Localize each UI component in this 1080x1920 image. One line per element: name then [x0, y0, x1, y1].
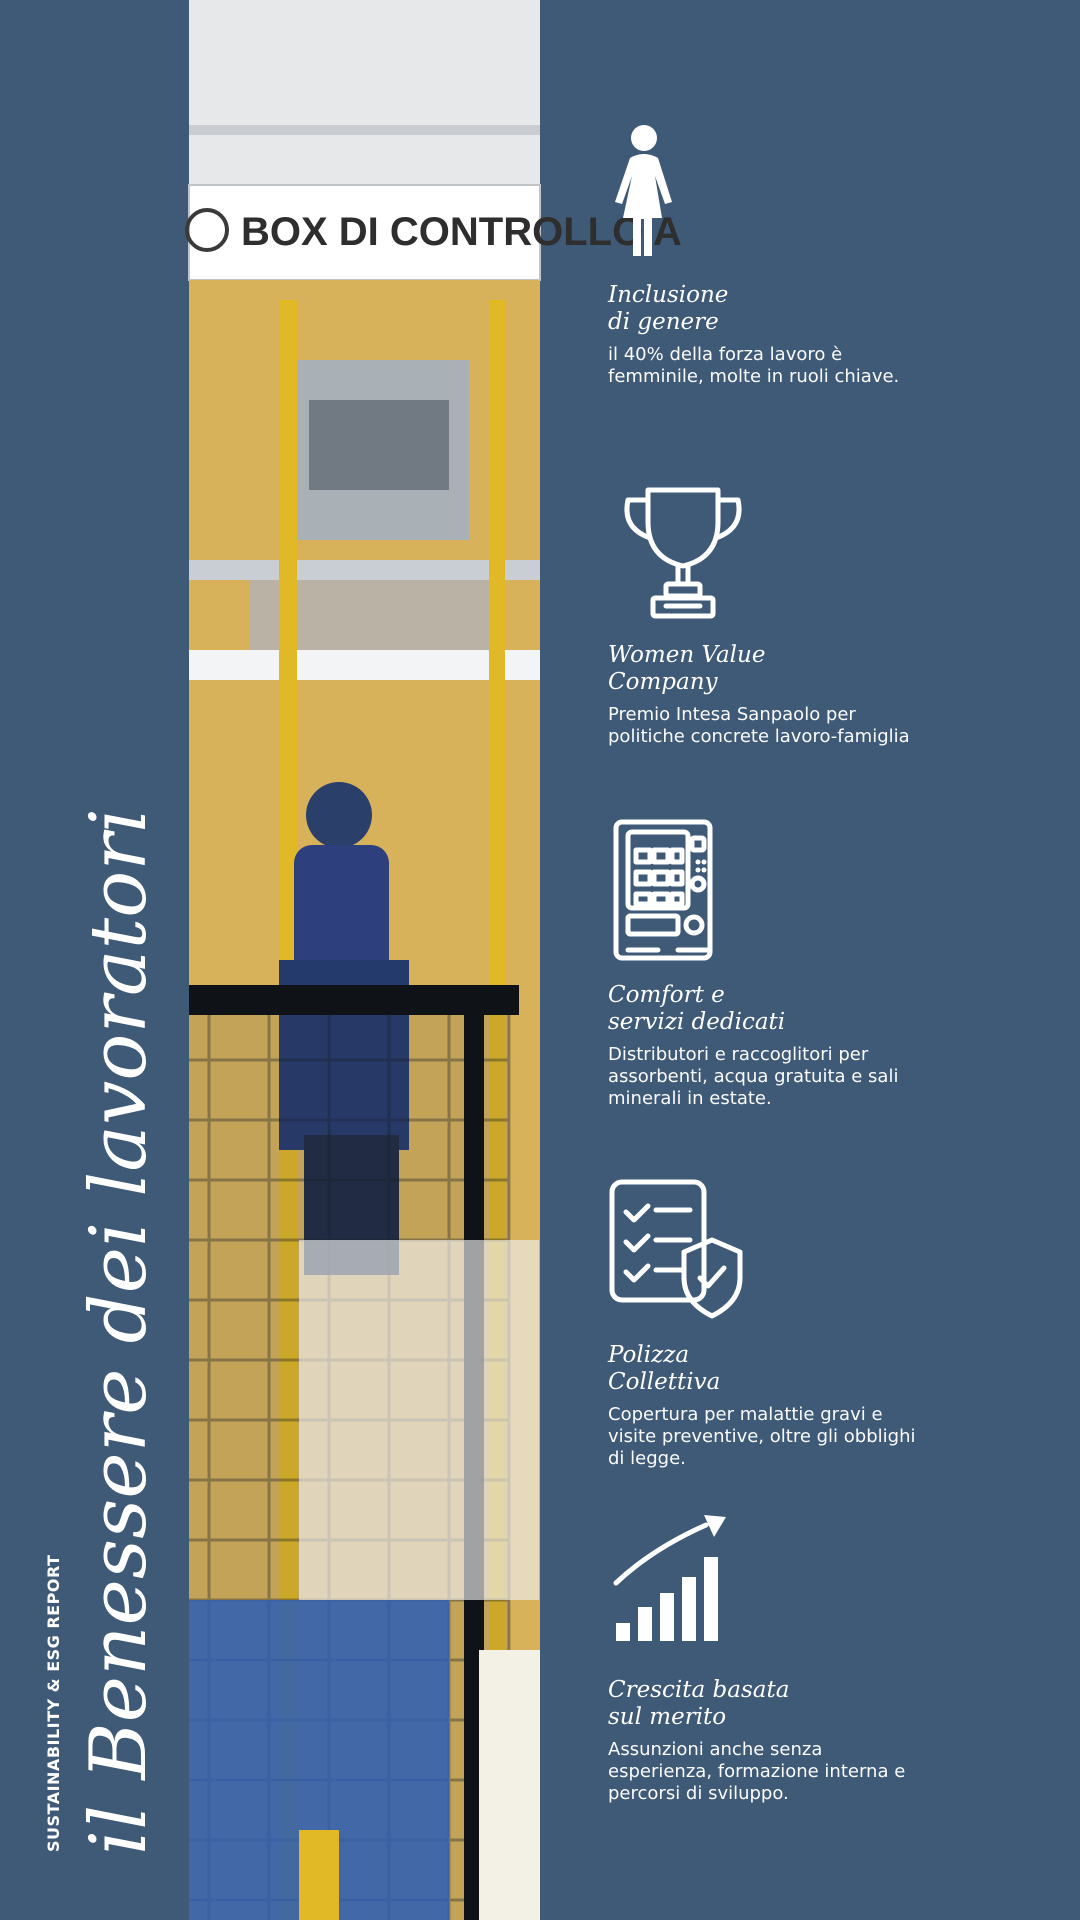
feature-desc: Assunzioni anche senza esperienza, formazione interna e percorsi di sviluppo.: [608, 1739, 906, 1805]
woman-icon: [608, 120, 748, 260]
feature-desc: il 40% della forza lavoro è femminile, molte in ruoli chiave.: [608, 344, 900, 388]
feature-desc: Copertura per malattie gravi e visite preventive, oltre gli obblighi di legge.: [608, 1404, 916, 1470]
feature-title: Polizza Collettiva: [608, 1342, 721, 1396]
feature-desc: Distributori e raccoglitori per assorbenti, acqua gratuita e sali minerali in estate.: [608, 1044, 899, 1110]
feature-title: Women Value Company: [608, 642, 766, 696]
feature-inclusione: [608, 120, 968, 388]
feature-desc: Premio Intesa Sanpaolo per politiche concrete lavoro-famiglia: [608, 704, 910, 748]
feature-title: Inclusione di genere: [608, 282, 729, 336]
features-list: [540, 0, 1080, 1920]
page-title: il Benessere dei lavoratori: [74, 807, 164, 1855]
feature-comfort: [608, 820, 968, 1110]
report-label: SUSTAINABILITY & ESG REPORT: [44, 1554, 63, 1852]
feature-crescita: [608, 1515, 968, 1805]
trophy-icon: [608, 480, 748, 620]
left-column: [0, 0, 189, 1920]
feature-polizza: [608, 1180, 968, 1470]
feature-women-value: [608, 480, 968, 748]
sign-text: BOX DI CONTROLLO A: [241, 210, 682, 254]
vending-machine-icon: [608, 820, 748, 960]
growth-chart-icon: [608, 1515, 748, 1655]
policy-shield-icon: [608, 1180, 748, 1320]
feature-title: Crescita basata sul merito: [608, 1677, 790, 1731]
feature-title: Comfort e servizi dedicati: [608, 982, 786, 1036]
